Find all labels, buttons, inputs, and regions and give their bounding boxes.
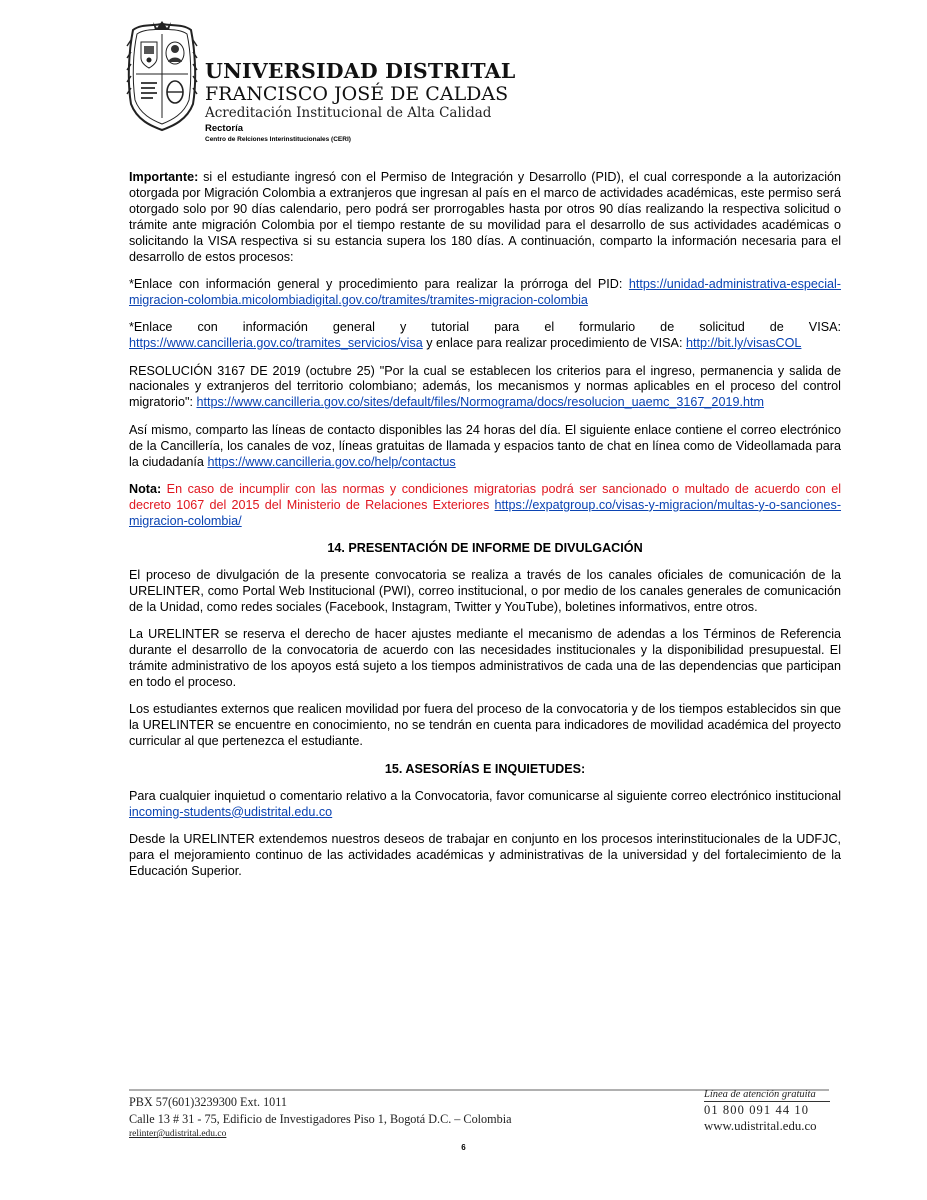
footer-website[interactable]: www.udistrital.edu.co xyxy=(704,1119,817,1133)
nota-label: Nota: xyxy=(129,482,162,496)
letterhead xyxy=(123,20,523,150)
accreditation-text: Acreditación Institucional de Alta Calidad xyxy=(205,105,492,121)
office-name: Rectoría xyxy=(205,123,244,134)
footer-email[interactable]: relinter@udistrital.edu.co xyxy=(129,1129,227,1139)
paragraph-nota xyxy=(129,482,841,530)
university-name-line2: FRANCISCO JOSÉ DE CALDAS xyxy=(205,83,509,105)
cancilleria-contact-link[interactable]: https://www.cancilleria.gov.co/help/contactus xyxy=(207,454,456,469)
inquietudes-text: Para cualquier inquietud o comentario relativo a la Convocatoria, favor comunicarse al siguiente correo electrónico institucional xyxy=(129,788,841,803)
department-name: Centro de Relciones Interinstitucionales (CERI) xyxy=(205,136,351,143)
visa-mid-text: y enlace para realizar procedimiento de VISA: xyxy=(422,336,686,351)
paragraph-importante xyxy=(129,170,841,265)
section-15-heading: 15. ASESORÍAS E INQUIETUDES: xyxy=(384,761,586,776)
visa-procedure-link[interactable]: http://bit.ly/visasCOL xyxy=(685,336,802,351)
nota-warning-text: En caso de incumplir con las normas y condiciones migratorias podrá ser sancionado o multado de acuerdo con el decreto 1067 del 2015 del Ministerio de Relaciones Exteriores xyxy=(129,482,841,512)
paragraph-pid-link xyxy=(129,277,841,309)
contact-text: Así mismo, comparto las líneas de contacto disponibles las 24 horas del día. El siguiente enlace contiene el correo electrónico de la Cancillería, los canales de voz, líneas gratuitas de llamada y espacios tanto de chat en línea como de Videollamada para la ciudadanía xyxy=(129,422,841,469)
sanctions-link[interactable]: https://expatgroup.co/visas-y-migracion/multas-y-o-sanciones-migracion-colombia/ xyxy=(129,497,842,528)
university-name-line1: UNIVERSIDAD DISTRITAL xyxy=(205,59,516,83)
importante-text: si el estudiante ingresó con el Permiso de Integración y Desarrollo (PID), el cual corresponde a la autorización otorgada por Migración Colombia a extranjeros que ingresan al país en el marco de actividades académicas, este permiso será otorgado solo por 90 días calendario, pero podrá ser prorrogables hasta por otros 90 días realizando la respectiva solicitud o trámite ante migración Colombia por el tiempo restante de su movilidad para el desarrollo de sus actividades académicas o solicitando la VISA respectiva si su estancia supera los 180 días. A continuación, comparto la información necesaria para el desarrollo de estos procesos: xyxy=(129,170,841,264)
footer-pbx: PBX 57(601)3239300 Ext. 1011 xyxy=(129,1095,287,1109)
resolucion-link[interactable]: https://www.cancilleria.gov.co/sites/default/files/Normograma/docs/resolucion_uaemc_3167_2019.htm xyxy=(196,395,764,410)
university-crest-icon xyxy=(123,20,201,132)
hotline-label: Línea de atención gratuita xyxy=(704,1088,830,1102)
paragraph-divulgacion: El proceso de divulgación de la presente convocatoria se realiza a través de los canales oficiales de comunicación de la URELINTER, como Portal Web Institucional (PWI), correo institucional, o por medio de los canales generales de comunicación de la Unidad, como redes sociales (Facebook, Instagram, Twitter y YouTube), boletines informativos, entre otros. xyxy=(129,568,841,614)
university-name-block xyxy=(205,58,515,144)
paragraph-estudiantes-externos: Los estudiantes externos que realicen movilidad por fuera del proceso de la convocatoria y de los tiempos establecidos sin que la URELINTER se encuentre en conocimiento, no se tendrán en cuenta para indicadores de movilidad académica del proyecto curricular al que pertenezca el estudiante. xyxy=(129,702,841,749)
visa-form-link[interactable]: https://www.cancilleria.gov.co/tramites_servicios/visa xyxy=(129,336,423,351)
paragraph-adendas: La URELINTER se reserva el derecho de hacer ajustes mediante el mecanismo de adendas a los Términos de Referencia durante el desarrollo de la convocatoria de acuerdo con las necesidades institucionales y la disponibilidad presupuestal. El trámite administrativo de los apoyos está sujeto a los tiempos administrativos de cada una de las dependencias que participan en todo el proceso. xyxy=(129,627,841,690)
importante-label: Importante: xyxy=(129,170,199,184)
section-14-heading: 14. PRESENTACIÓN DE INFORME DE DIVULGACIÓN xyxy=(327,541,643,556)
pid-extension-link[interactable]: https://unidad-administrativa-especial-migracion-colombia.micolombiadigital.gov.co/tramites/tramites-migracion-colombia xyxy=(129,276,841,307)
paragraph-inquietudes xyxy=(129,789,841,821)
resolucion-text: RESOLUCIÓN 3167 DE 2019 (octubre 25) "Por la cual se establecen los criterios para el ingreso, permanencia y salida de nacionales y extranjeros del territorio colombiano; además, los mecanismos y normas aplicables en el proceso del control migratorio": xyxy=(129,363,841,410)
incoming-students-email-link[interactable]: incoming-students@udistrital.edu.co xyxy=(129,804,333,819)
pid-text: *Enlace con información general y procedimiento para realizar la prórroga del PID: xyxy=(129,276,629,291)
paragraph-closing: Desde la URELINTER extendemos nuestros deseos de trabajar en conjunto en los procesos interinstitucionales de la UDFJC, para el mejoramiento continuo de las actividades académicas y administrativas de la universidad y del fortalecimiento de la Educación Superior. xyxy=(129,831,841,878)
paragraph-resolucion xyxy=(129,364,841,412)
paragraph-visa-links xyxy=(129,320,841,352)
visa-text: *Enlace con información general y tutorial para el formulario de solicitud de VISA: xyxy=(129,320,841,335)
footer-address: Calle 13 # 31 - 75, Edificio de Investigadores Piso 1, Bogotá D.C. – Colombia xyxy=(129,1112,512,1126)
page-number: 6 xyxy=(461,1143,466,1152)
footer-hotline-block xyxy=(704,1088,830,1134)
paragraph-contact-lines xyxy=(129,423,841,471)
document-body xyxy=(129,170,841,891)
hotline-number: 01 800 091 44 10 xyxy=(704,1103,810,1117)
footer-contact-block xyxy=(129,1094,512,1140)
